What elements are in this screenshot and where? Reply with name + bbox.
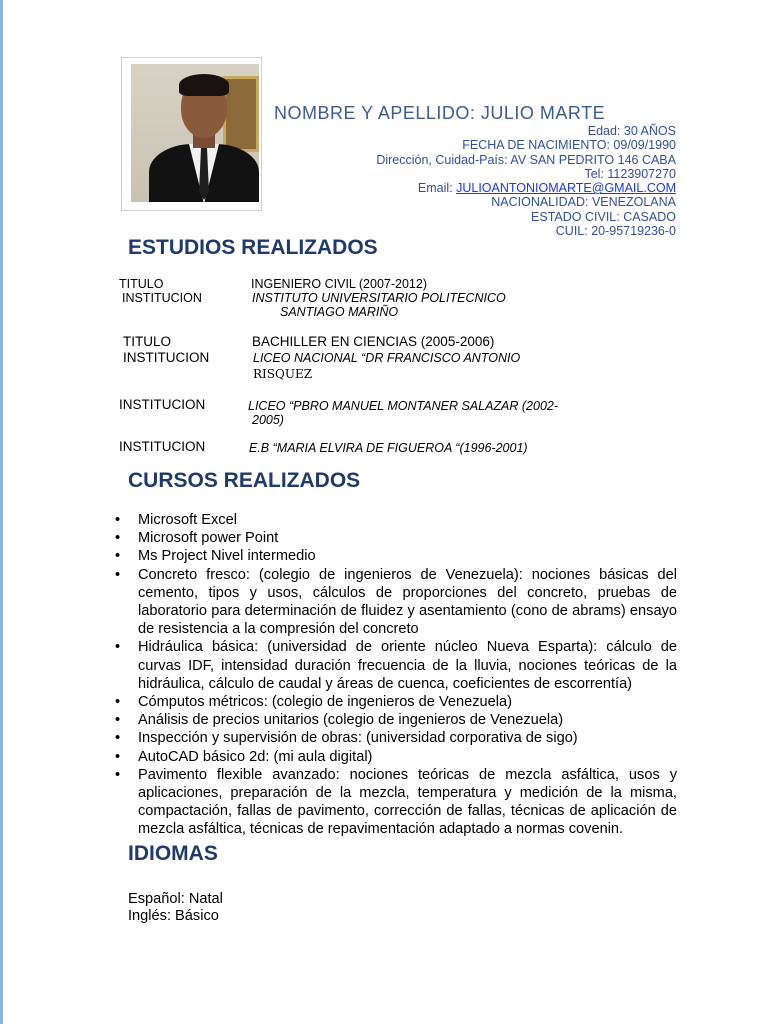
email-link[interactable]: JULIOANTONIOMARTE@GMAIL.COM	[456, 181, 676, 196]
bullet-icon: •	[115, 766, 121, 783]
page-left-rule	[0, 0, 3, 1024]
cursos-heading: CURSOS REALIZADOS	[128, 469, 361, 492]
label-institucion: INSTITUCION	[119, 397, 206, 412]
profile-photo-frame	[121, 57, 262, 211]
list-item: • Ms Project Nivel intermedio	[115, 548, 316, 565]
language-english: Inglés: Básico	[128, 908, 219, 924]
label-titulo: TITULO	[123, 334, 172, 349]
bullet-icon: •	[115, 639, 121, 656]
value-titulo: INGENIERO CIVIL (2007-2012)	[251, 277, 427, 291]
name-title: NOMBRE Y APELLIDO: JULIO MARTE	[274, 103, 606, 123]
list-item: • Microsoft power Point	[115, 530, 279, 547]
value-institucion-cont: RISQUEZ	[253, 367, 313, 381]
list-item: • Concreto fresco: (colegio de ingenieros de Venezuela): nociones básicas del cemento, tipos y usos, cálculos de proporciones del concreto, pruebas de laboratorio para determinación de fluidez y asentamiento (cono de abrams) ensayo de resistencia a la compresión del concreto	[115, 566, 677, 638]
language-spanish: Español: Natal	[128, 891, 223, 907]
list-item: • Cómputos métricos: (colegio de ingenieros de Venezuela)	[115, 694, 512, 711]
value-institucion: INSTITUTO UNIVERSITARIO POLITECNICO	[252, 291, 506, 305]
personal-info	[376, 124, 676, 238]
value-titulo: BACHILLER EN CIENCIAS (2005-2006)	[252, 334, 495, 349]
list-item: • Microsoft Excel	[115, 512, 237, 528]
profile-photo	[131, 64, 259, 202]
info-age: Edad: 30 AÑOS	[587, 124, 676, 138]
label-institucion: INSTITUCION	[123, 350, 210, 365]
email-label: Email:	[417, 181, 457, 196]
list-item: • AutoCAD básico 2d: (mi aula digital)	[115, 748, 373, 765]
info-phone: Tel: 1123907270	[584, 166, 676, 181]
list-item: • Inspección y supervisión de obras: (universidad corporativa de sigo)	[115, 730, 578, 747]
value-institucion-cont: SANTIAGO MARIÑO	[280, 305, 399, 319]
list-item: • Hidráulica básica: (universidad de oriente núcleo Nueva Esparta): cálculo de curvas IDF, intensidad duración frecuencia de la lluvia, nociones teóricas de la hidráulica, cálculo de caudal y áreas de cuenca, coeficientes de escorrentía)	[115, 639, 677, 692]
info-email-line	[376, 181, 676, 195]
estudios-heading: ESTUDIOS REALIZADOS	[128, 236, 378, 259]
value-institucion: E.B “MARIA ELVIRA DE FIGUEROA “(1996-2001)	[249, 441, 528, 455]
info-nationality: NACIONALIDAD: VENEZOLANA	[491, 195, 676, 210]
bullet-icon: •	[115, 748, 121, 765]
courses-list	[115, 511, 677, 839]
info-address: Dirección, Cuidad-País: AV SAN PEDRITO 146 CABA	[376, 152, 676, 167]
label-titulo: TITULO	[119, 277, 164, 291]
label-institucion: INSTITUCION	[119, 439, 206, 454]
info-cuil: CUIL: 20-95719236-0	[555, 224, 676, 239]
info-birthdate: FECHA DE NACIMIENTO: 09/09/1990	[462, 138, 676, 153]
bullet-icon: •	[115, 548, 121, 565]
bullet-icon: •	[115, 730, 121, 747]
value-institucion-cont: 2005)	[252, 413, 284, 427]
value-institucion: LICEO “PBRO MANUEL MONTANER SALAZAR (2002-	[248, 399, 559, 413]
list-item: • Pavimento flexible avanzado: nociones teóricas de mezcla asfáltica, usos y aplicaciones, preparación de la mezcla, temperatura y medición de la misma, compactación, fallas de pavimento, corrección de fallas, técnicas de aplicación de mezcla asfáltica, técnicas de repavimentación adaptado a normas covenin.	[115, 766, 677, 838]
bullet-icon: •	[115, 512, 121, 528]
list-item: • Análisis de precios unitarios (colegio de ingenieros de Venezuela)	[115, 712, 564, 729]
bullet-icon: •	[115, 530, 121, 547]
idiomas-heading: IDIOMAS	[128, 842, 218, 865]
info-marital-status: ESTADO CIVIL: CASADO	[531, 209, 676, 224]
value-institucion: LICEO NACIONAL “DR FRANCISCO ANTONIO	[253, 351, 521, 365]
label-institucion: INSTITUCION	[122, 291, 202, 305]
bullet-icon: •	[115, 712, 121, 729]
bullet-icon: •	[115, 566, 121, 583]
bullet-icon: •	[115, 694, 121, 711]
